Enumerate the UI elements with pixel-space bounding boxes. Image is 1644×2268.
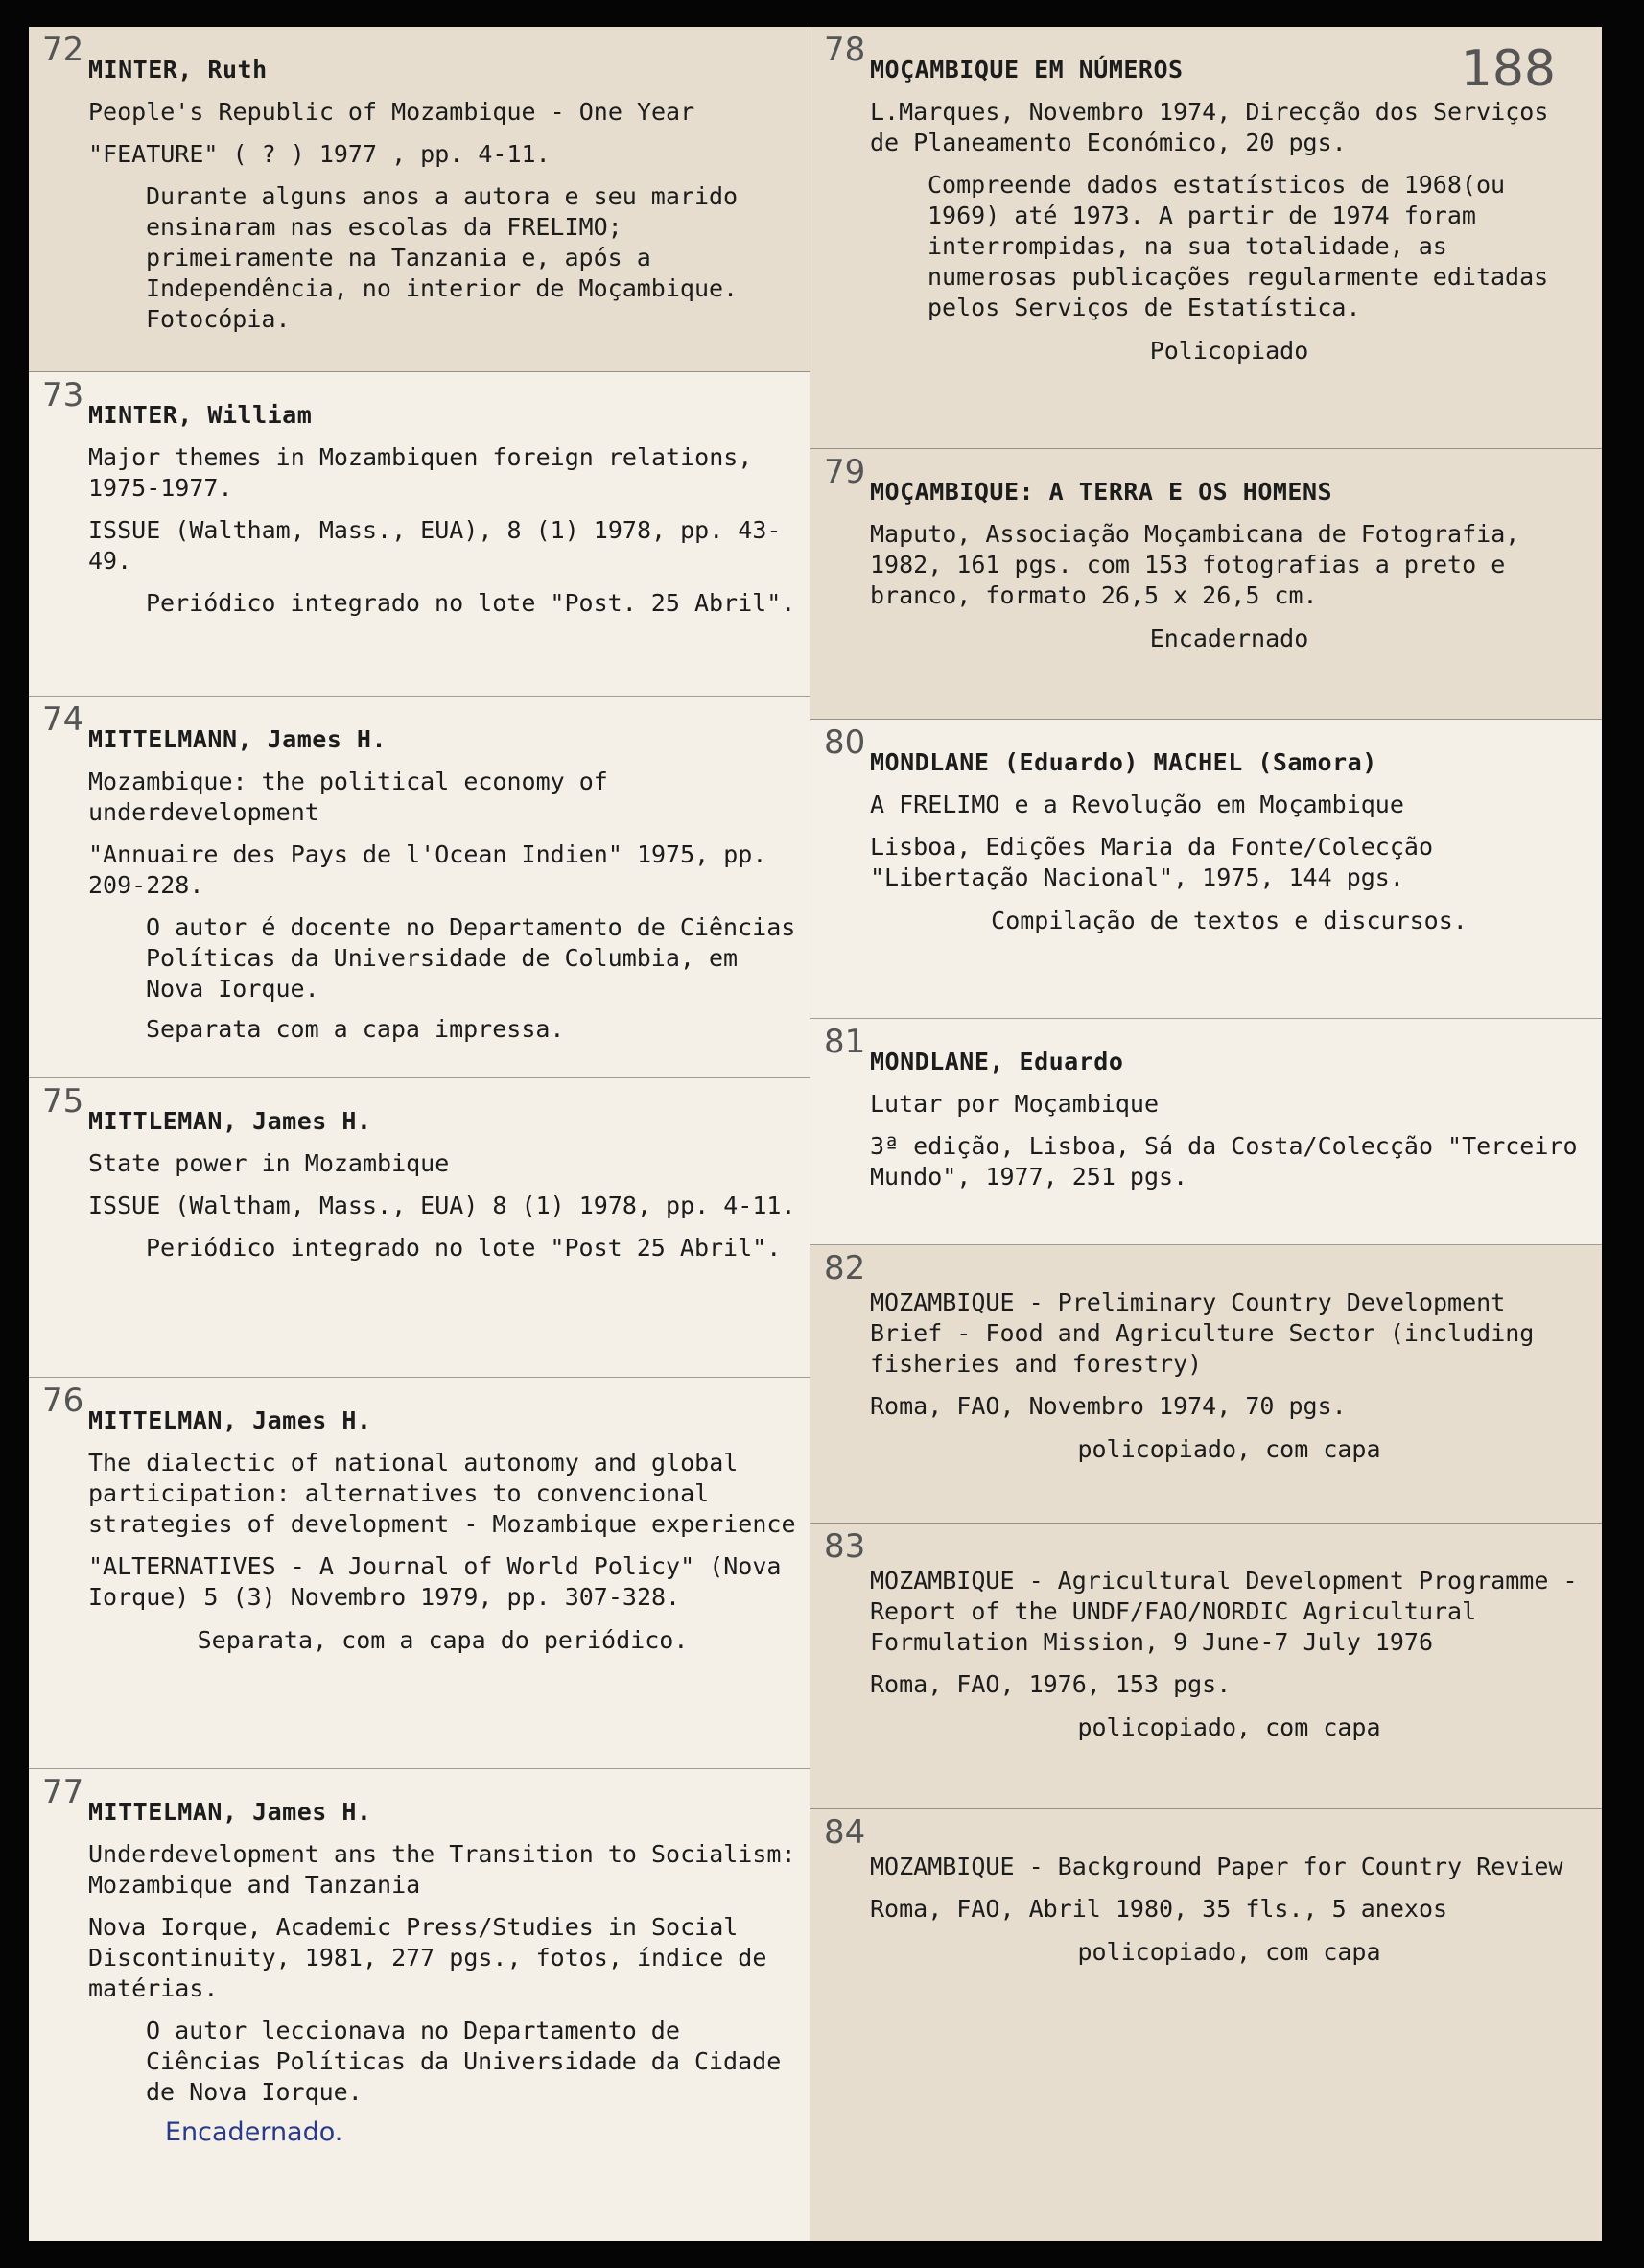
card-title: Mozambique: the political economy of underdevelopment xyxy=(88,768,608,826)
card-note: Compreende dados estatísticos de 1968(ou 1969) até 1973. A partir de 1974 foram interrompidas, na sua totalidade, as numerosas publicações regularmente editadas pelos Serviços de Estatística. xyxy=(928,171,1549,321)
index-card-84 xyxy=(810,1809,1602,2241)
card-number: 80 xyxy=(824,723,866,762)
card-note: Encadernado xyxy=(1149,625,1309,652)
card-author: MITTELMANN, James H. xyxy=(88,725,388,753)
card-source: Maputo, Associação Moçambicana de Fotografia, 1982, 161 pgs. com 153 fotografias a preto e branco, formato 26,5 x 26,5 cm. xyxy=(870,520,1520,609)
card-title: Major themes in Mozambiquen foreign relations, 1975-1977. xyxy=(88,443,753,502)
card-note: O autor é docente no Departamento de Ciências Políticas da Universidade de Columbia, em Nova Iorque. xyxy=(146,913,796,1003)
card-author: MITTELMAN, James H. xyxy=(88,1798,372,1826)
card-author: MOÇAMBIQUE: A TERRA E OS HOMENS xyxy=(870,478,1333,506)
index-card-77 xyxy=(29,1769,810,2241)
card-source: 3ª edição, Lisboa, Sá da Costa/Colecção "Terceiro Mundo", 1977, 251 pgs. xyxy=(870,1132,1578,1191)
card-title: MOZAMBIQUE - Agricultural Development Programme - Report of the UNDF/FAO/NORDIC Agricultural Formulation Mission, 9 June-7 July 1976 xyxy=(870,1567,1578,1656)
index-card-80 xyxy=(810,720,1602,1019)
card-number: 77 xyxy=(42,1773,84,1811)
card-note: Periódico integrado no lote "Post. 25 Abril". xyxy=(146,589,796,617)
index-card-76 xyxy=(29,1378,810,1769)
card-title: A FRELIMO e a Revolução em Moçambique xyxy=(870,791,1404,818)
card-source: L.Marques, Novembro 1974, Direcção dos Serviços de Planeamento Económico, 20 pgs. xyxy=(870,98,1549,156)
card-number: 75 xyxy=(42,1082,84,1121)
card-note: Durante alguns anos a autora e seu marido ensinaram nas escolas da FRELIMO; primeiramente na Tanzania e, após a Independência, no interior de Moçambique. Fotocópia. xyxy=(146,182,739,333)
card-number: 83 xyxy=(824,1527,866,1566)
card-source: ISSUE (Waltham, Mass., EUA), 8 (1) 1978, pp. 43-49. xyxy=(88,516,782,575)
card-title: People's Republic of Mozambique - One Year xyxy=(88,98,695,126)
handwritten-note: Encadernado. xyxy=(165,2117,343,2147)
card-title: MOZAMBIQUE - Background Paper for Country Review xyxy=(870,1853,1563,1880)
index-card-82 xyxy=(810,1245,1602,1524)
card-note: Periódico integrado no lote "Post 25 Abril". xyxy=(146,1234,782,1262)
card-number: 82 xyxy=(824,1249,866,1288)
index-card-74 xyxy=(29,697,810,1078)
card-source: Lisboa, Edições Maria da Fonte/Colecção "Libertação Nacional", 1975, 144 pgs. xyxy=(870,833,1433,891)
card-number: 76 xyxy=(42,1382,84,1420)
card-number: 84 xyxy=(824,1813,866,1852)
card-author: MITTLEMAN, James H. xyxy=(88,1107,372,1135)
card-source: "ALTERNATIVES - A Journal of World Policy" (Nova Iorque) 5 (3) Novembro 1979, pp. 307-328. xyxy=(88,1552,782,1611)
card-title: The dialectic of national autonomy and global participation: alternatives to convencional strategies of development - Mozambique experience xyxy=(88,1449,796,1538)
card-number: 78 xyxy=(824,31,866,69)
card-number: 81 xyxy=(824,1023,866,1061)
index-card-72 xyxy=(29,27,810,372)
card-source: Roma, FAO, 1976, 153 pgs. xyxy=(870,1670,1232,1698)
card-author: MINTER, Ruth xyxy=(88,56,268,83)
index-card-78 xyxy=(810,27,1602,449)
card-source: Nova Iorque, Academic Press/Studies in Social Discontinuity, 1981, 277 pgs., fotos, índice de matérias. xyxy=(88,1913,767,2002)
index-card-75 xyxy=(29,1078,810,1378)
card-note-2: Separata com a capa impressa. xyxy=(146,1015,565,1043)
card-title: MOZAMBIQUE - Preliminary Country Development Brief - Food and Agriculture Sector (including fisheries and forestry) xyxy=(870,1288,1535,1378)
card-source: "FEATURE" ( ? ) 1977 , pp. 4-11. xyxy=(88,140,551,168)
index-card-73 xyxy=(29,372,810,697)
index-card-79 xyxy=(810,449,1602,720)
card-note: O autor leccionava no Departamento de Ciências Políticas da Universidade da Cidade de Nova Iorque. xyxy=(146,2017,782,2106)
card-author: MOÇAMBIQUE EM NÚMEROS xyxy=(870,56,1184,83)
card-note: Separata, com a capa do periódico. xyxy=(197,1626,689,1654)
card-number: 72 xyxy=(42,31,84,69)
card-author: MONDLANE, Eduardo xyxy=(870,1048,1124,1075)
card-note: Compilação de textos e discursos. xyxy=(991,907,1468,934)
card-note: policopiado, com capa xyxy=(1077,1435,1381,1463)
index-card-81 xyxy=(810,1019,1602,1245)
card-note: policopiado, com capa xyxy=(1077,1938,1381,1966)
card-source: Roma, FAO, Abril 1980, 35 fls., 5 anexos xyxy=(870,1895,1448,1923)
card-source: "Annuaire des Pays de l'Ocean Indien" 1975, pp. 209-228. xyxy=(88,840,767,899)
card-number: 73 xyxy=(42,376,84,414)
index-card-83 xyxy=(810,1524,1602,1809)
card-source: ISSUE (Waltham, Mass., EUA) 8 (1) 1978, pp. 4-11. xyxy=(88,1192,796,1219)
card-title: Underdevelopment ans the Transition to Socialism: Mozambique and Tanzania xyxy=(88,1840,796,1899)
card-note-2: Policopiado xyxy=(1149,337,1309,365)
card-source: Roma, FAO, Novembro 1974, 70 pgs. xyxy=(870,1392,1347,1420)
card-author: MONDLANE (Eduardo) MACHEL (Samora) xyxy=(870,748,1377,776)
card-author: MINTER, William xyxy=(88,401,313,429)
card-title: State power in Mozambique xyxy=(88,1149,450,1177)
card-number: 74 xyxy=(42,700,84,739)
card-author: MITTELMAN, James H. xyxy=(88,1406,372,1434)
page-number-mark: 188 xyxy=(1460,40,1556,98)
card-number: 79 xyxy=(824,453,866,491)
card-title: Lutar por Moçambique xyxy=(870,1090,1160,1118)
card-note: policopiado, com capa xyxy=(1077,1713,1381,1741)
